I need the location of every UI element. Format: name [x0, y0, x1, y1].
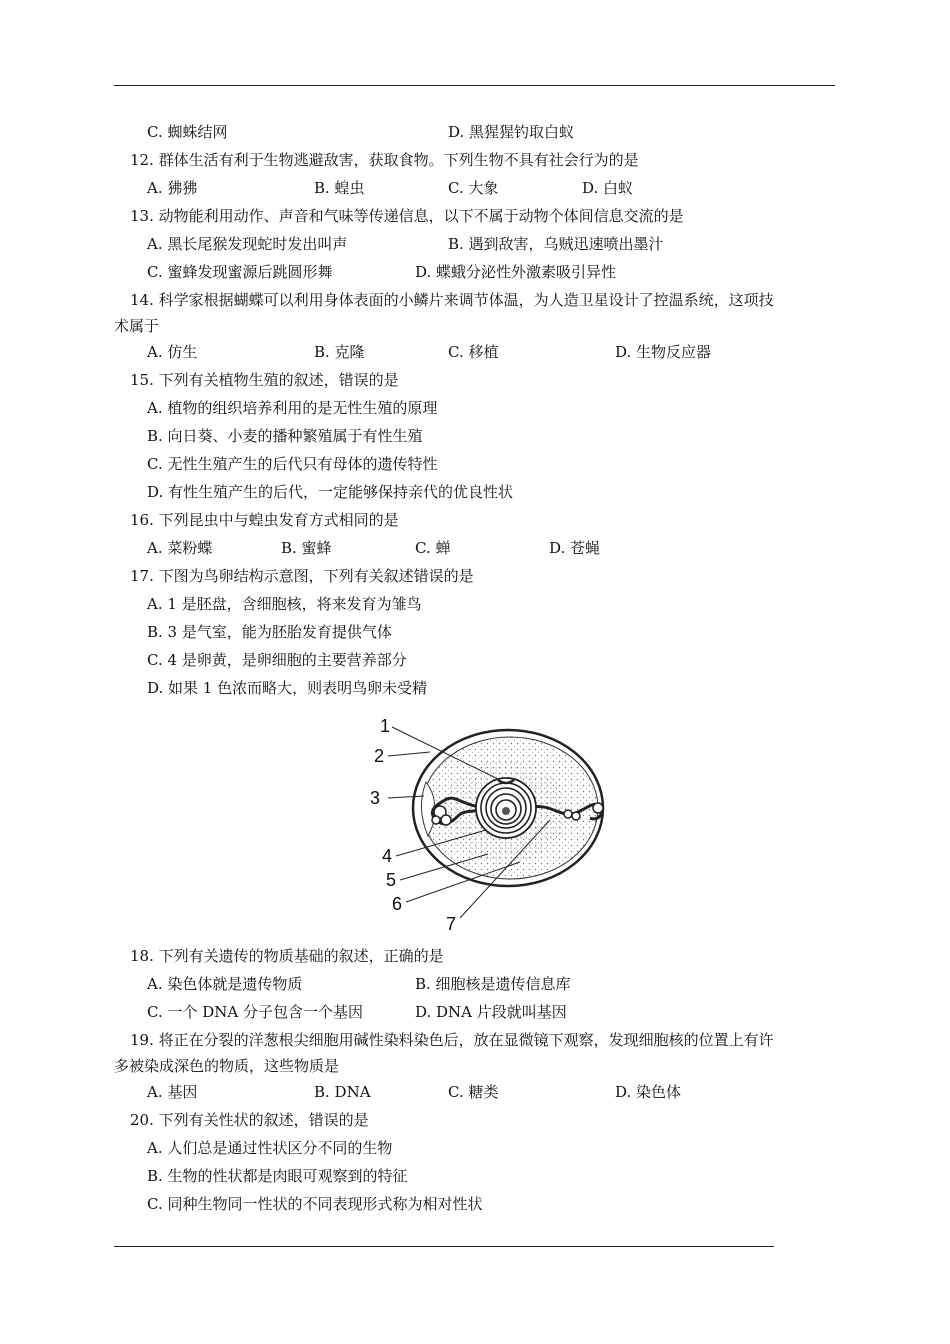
q18-option-a: A. 染色体就是遗传物质	[147, 975, 303, 993]
question-16-stem: 16. 下列昆虫中与蝗虫发育方式相同的是	[130, 511, 399, 529]
question-13-stem: 13. 动物能利用动作、声音和气味等传递信息，以下不属于动物个体间信息交流的是	[130, 207, 684, 225]
question-19-stem-cont: 多被染成深色的物质，这些物质是	[114, 1057, 340, 1075]
q15-option-a: A. 植物的组织培养利用的是无性生殖的原理	[147, 399, 438, 417]
q12-option-b: B. 蝗虫	[314, 179, 365, 197]
q14-option-b: B. 克隆	[314, 343, 365, 361]
q16-option-d: D. 苍蝇	[549, 539, 601, 557]
q14-option-c: C. 移植	[448, 343, 499, 361]
q19-option-b: B. DNA	[314, 1083, 371, 1101]
question-14-stem-cont: 术属于	[114, 317, 160, 335]
q20-option-a: A. 人们总是通过性状区分不同的生物	[147, 1139, 393, 1157]
figure-label-1: 1	[380, 716, 391, 736]
q16-option-c: C. 蝉	[415, 539, 451, 557]
q20-option-b: B. 生物的性状都是肉眼可观察到的特征	[147, 1167, 408, 1185]
q20-option-c: C. 同种生物同一性状的不同表现形式称为相对性状	[147, 1195, 483, 1213]
q19-option-c: C. 糖类	[448, 1083, 499, 1101]
q13-option-c: C. 蜜蜂发现蜜源后跳圆形舞	[147, 263, 333, 281]
q19-option-d: D. 染色体	[615, 1083, 682, 1101]
bird-egg-diagram	[360, 712, 630, 937]
q17-option-b: B. 3 是气室，能为胚胎发育提供气体	[147, 623, 392, 641]
q12-option-c: C. 大象	[448, 179, 499, 197]
q12-option-a: A. 狒狒	[147, 179, 198, 197]
option-c-prev: C. 蜘蛛结网	[147, 123, 228, 141]
q16-option-b: B. 蜜蜂	[281, 539, 332, 557]
q15-option-b: B. 向日葵、小麦的播种繁殖属于有性生殖	[147, 427, 423, 445]
figure-label-3: 3	[370, 788, 381, 808]
bird-egg-svg	[360, 712, 630, 937]
figure-label-4: 4	[382, 846, 393, 866]
figure-label-2: 2	[374, 746, 385, 766]
question-14-stem: 14. 科学家根据蝴蝶可以利用身体表面的小鳞片来调节体温，为人造卫星设计了控温系统，这项技	[130, 291, 774, 309]
question-19-stem: 19. 将正在分裂的洋葱根尖细胞用碱性染料染色后，放在显微镜下观察，发现细胞核的位置上有许	[130, 1031, 774, 1049]
q18-option-d: D. DNA 片段就叫基因	[415, 1003, 567, 1021]
q17-option-a: A. 1 是胚盘，含细胞核，将来发育为雏鸟	[147, 595, 422, 613]
q18-option-c: C. 一个 DNA 分子包含一个基因	[147, 1003, 363, 1021]
q14-option-d: D. 生物反应器	[615, 343, 712, 361]
figure-label-6: 6	[392, 894, 403, 914]
q15-option-c: C. 无性生殖产生的后代只有母体的遗传特性	[147, 455, 438, 473]
option-d-prev: D. 黑猩猩钓取白蚁	[448, 123, 575, 141]
q17-option-d: D. 如果 1 色浓而略大，则表明鸟卵未受精	[147, 679, 428, 697]
q16-option-a: A. 菜粉蝶	[147, 539, 213, 557]
q13-option-a: A. 黑长尾猴发现蛇时发出叫声	[147, 235, 348, 253]
question-18-stem: 18. 下列有关遗传的物质基础的叙述，正确的是	[130, 947, 444, 965]
figure-label-5: 5	[386, 870, 397, 890]
question-15-stem: 15. 下列有关植物生殖的叙述，错误的是	[130, 371, 399, 389]
figure-label-7: 7	[446, 914, 457, 934]
header-rule	[114, 85, 835, 86]
question-17-stem: 17. 下图为鸟卵结构示意图，下列有关叙述错误的是	[130, 567, 474, 585]
footer-rule	[114, 1246, 774, 1247]
question-20-stem: 20. 下列有关性状的叙述，错误的是	[130, 1111, 369, 1129]
q17-option-c: C. 4 是卵黄，是卵细胞的主要营养部分	[147, 651, 407, 669]
q12-option-d: D. 白蚁	[582, 179, 634, 197]
q19-option-a: A. 基因	[147, 1083, 198, 1101]
q13-option-b: B. 遇到敌害，乌贼迅速喷出墨汁	[448, 235, 664, 253]
q13-option-d: D. 蝶蛾分泌性外激素吸引异性	[415, 263, 617, 281]
q14-option-a: A. 仿生	[147, 343, 198, 361]
q18-option-b: B. 细胞核是遗传信息库	[415, 975, 571, 993]
question-12-stem: 12. 群体生活有利于生物逃避敌害，获取食物。下列生物不具有社会行为的是	[130, 151, 639, 169]
q15-option-d: D. 有性生殖产生的后代，一定能够保持亲代的优良性状	[147, 483, 514, 501]
